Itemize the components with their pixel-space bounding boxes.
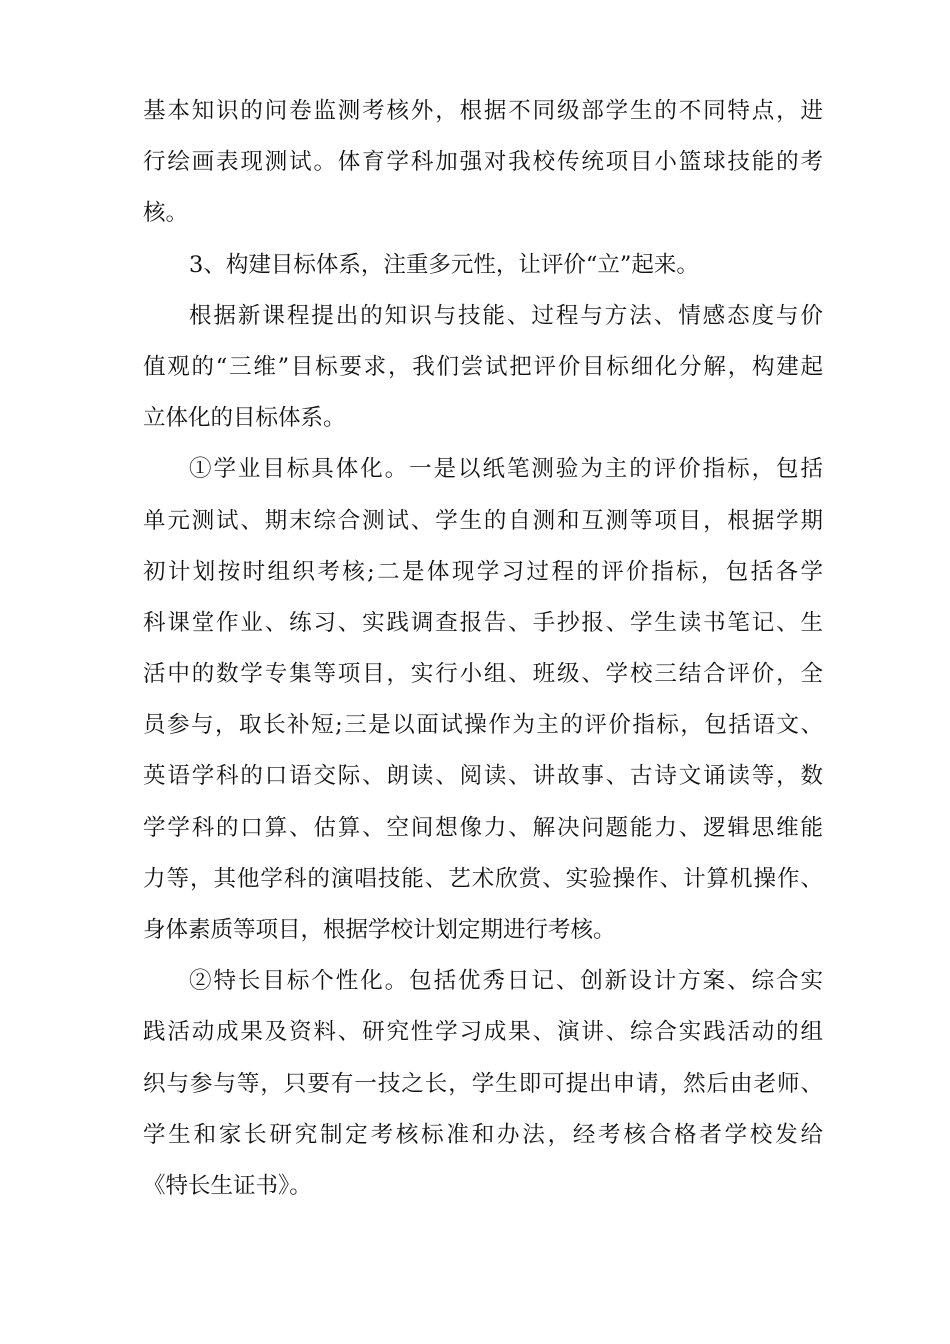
text-line: 力等，其他学科的演唱技能、艺术欣赏、实验操作、计算机操作、 [143, 865, 823, 892]
text-line: 行绘画表现测试。体育学科加强对我校传统项目小篮球技能的考 [143, 149, 823, 176]
text-line: 英语学科的口语交际、朗读、阅读、讲故事、古诗文诵读等，数 [143, 763, 823, 790]
text-line: 员参与，取长补短;三是以面试操作为主的评价指标，包括语文、 [143, 712, 823, 739]
text-line: 科课堂作业、练习、实践调查报告、手抄报、学生读书笔记、生 [143, 609, 823, 636]
text-line: 单元测试、期末综合测试、学生的自测和互测等项目，根据学期 [143, 507, 823, 534]
document-body [143, 86, 823, 1212]
text-line: 《特长生证书》。 [143, 1172, 312, 1199]
text-line: 初计划按时组织考核;二是体现学习过程的评价指标，包括各学 [143, 558, 823, 585]
section-heading: 3、构建目标体系，注重多元性，让评价“立”起来。 [189, 251, 699, 278]
text-line: 践活动成果及资料、研究性学习成果、演讲、综合实践活动的组 [143, 1019, 823, 1046]
text-line: 核。 [143, 200, 189, 227]
text-line: 学生和家长研究制定考核标准和办法，经考核合格者学校发给 [143, 1121, 823, 1148]
text-line: 基本知识的问卷监测考核外，根据不同级部学生的不同特点，进 [143, 98, 823, 124]
text-line: 织与参与等，只要有一技之长，学生即可提出申请，然后由老师、 [143, 1070, 823, 1097]
text-line: 身体素质等项目，根据学校计划定期进行考核。 [143, 917, 616, 943]
text-line: 根据新课程提出的知识与技能、过程与方法、情感态度与价 [189, 302, 823, 329]
text-line: 立体化的目标体系。 [143, 405, 346, 432]
text-line: 学学科的口算、估算、空间想像力、解决问题能力、逻辑思维能 [143, 814, 823, 841]
text-line: ①学业目标具体化。一是以纸笔测验为主的评价指标，包括 [189, 456, 823, 483]
text-line: 活中的数学专集等项目，实行小组、班级、学校三结合评价，全 [143, 661, 823, 688]
text-line: ②特长目标个性化。包括优秀日记、创新设计方案、综合实 [189, 968, 823, 995]
text-line: 值观的“三维”目标要求，我们尝试把评价目标细化分解，构建起 [143, 353, 823, 380]
